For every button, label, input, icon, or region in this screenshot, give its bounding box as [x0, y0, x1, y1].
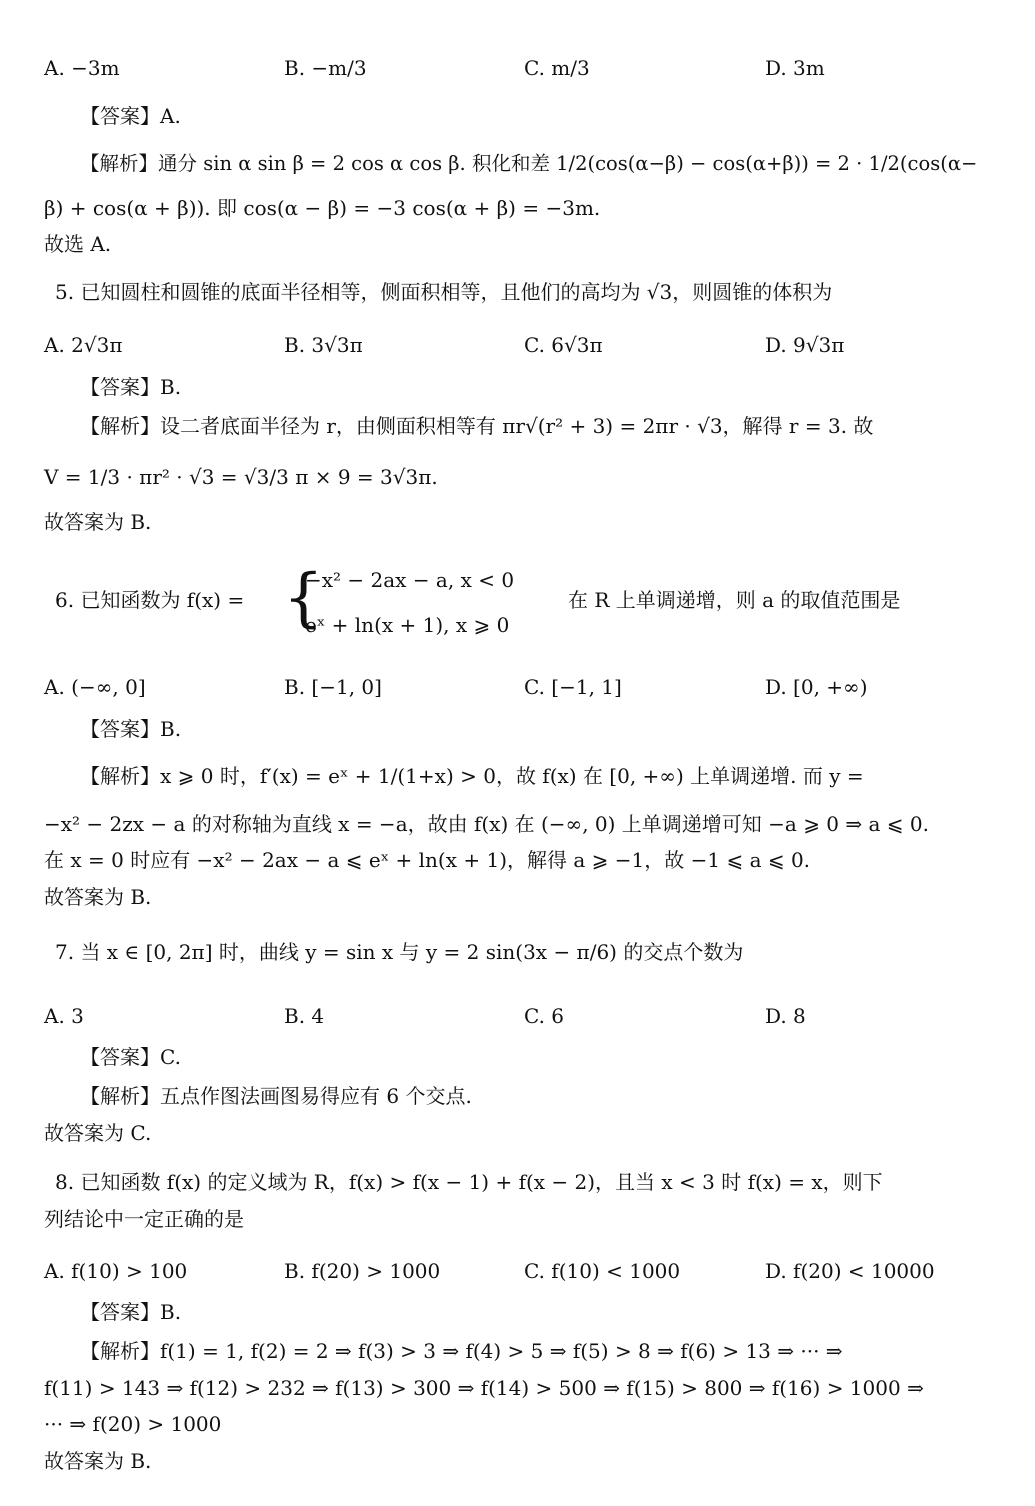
q7-option-a: A. 3	[44, 1004, 84, 1028]
q8-option-d: D. f(20) < 10000	[765, 1259, 935, 1283]
q5-stem: 5. 已知圆柱和圆锥的底面半径相等，侧面积相等，且他们的高均为 √3，则圆锥的体积为	[55, 280, 833, 304]
q8-option-c: C. f(10) < 1000	[524, 1259, 681, 1283]
q6-conclusion: 故答案为 B.	[44, 885, 152, 909]
q4-option-a: A. −3m	[44, 56, 120, 80]
q5-explanation-line1: 【解析】设二者底面半径为 r，由侧面积相等有 πr√(r² + 3) = 2πr · √3，解得 r = 3. 故	[80, 414, 874, 438]
q6-answer: 【答案】B.	[80, 717, 182, 741]
q7-answer: 【答案】C.	[80, 1045, 181, 1069]
q5-option-b: B. 3√3π	[284, 333, 363, 357]
q8-explanation-line2: f(11) > 143 ⇒ f(12) > 232 ⇒ f(13) > 300 ⇒ f(14) > 500 ⇒ f(15) > 800 ⇒ f(16) > 1000 ⇒	[44, 1376, 924, 1400]
q8-explanation-line3: ··· ⇒ f(20) > 1000	[44, 1412, 222, 1436]
q6-option-a: A. (−∞, 0]	[44, 675, 146, 699]
q6-case1: −x² − 2ax − a, x < 0	[305, 568, 515, 592]
q6-case2: eˣ + ln(x + 1), x ⩾ 0	[305, 613, 510, 637]
q6-stem-prefix: 6. 已知函数为 f(x) =	[55, 588, 245, 612]
q7-option-c: C. 6	[524, 1004, 565, 1028]
q7-stem: 7. 当 x ∈ [0, 2π] 时，曲线 y = sin x 与 y = 2 sin(3x − π/6) 的交点个数为	[55, 940, 744, 964]
q6-option-b: B. [−1, 0]	[284, 675, 382, 699]
q7-conclusion: 故答案为 C.	[44, 1121, 152, 1145]
q7-option-d: D. 8	[765, 1004, 806, 1028]
q4-explanation-line2: β) + cos(α + β)). 即 cos(α − β) = −3 cos(α + β) = −3m.	[44, 196, 601, 220]
q7-option-b: B. 4	[284, 1004, 325, 1028]
q5-option-c: C. 6√3π	[524, 333, 603, 357]
q5-answer: 【答案】B.	[80, 375, 182, 399]
q8-answer: 【答案】B.	[80, 1300, 182, 1324]
q8-explanation-line1: 【解析】f(1) = 1, f(2) = 2 ⇒ f(3) > 3 ⇒ f(4) > 5 ⇒ f(5) > 8 ⇒ f(6) > 13 ⇒ ··· ⇒	[80, 1339, 843, 1363]
q4-option-c: C. m/3	[524, 56, 590, 80]
q6-option-c: C. [−1, 1]	[524, 675, 622, 699]
q6-explanation-line3: 在 x = 0 时应有 −x² − 2ax − a ⩽ eˣ + ln(x + 1)，解得 a ⩾ −1，故 −1 ⩽ a ⩽ 0.	[44, 848, 811, 872]
q8-option-a: A. f(10) > 100	[44, 1259, 188, 1283]
q6-stem-suffix: 在 R 上单调递增，则 a 的取值范围是	[568, 588, 901, 612]
q4-explanation-line1: 【解析】通分 sin α sin β = 2 cos α cos β. 积化和差 1/2(cos(α−β) − cos(α+β)) = 2 · 1/2(cos(α−	[80, 152, 978, 175]
q6-piecewise-brace: {	[283, 561, 324, 635]
q8-stem-line2: 列结论中一定正确的是	[44, 1207, 244, 1231]
q6-option-d: D. [0, +∞)	[765, 675, 868, 699]
q5-conclusion: 故答案为 B.	[44, 510, 152, 534]
q7-explanation: 【解析】五点作图法画图易得应有 6 个交点.	[80, 1084, 472, 1108]
q6-explanation-line1: 【解析】x ⩾ 0 时，f′(x) = eˣ + 1/(1+x) > 0，故 f(x) 在 [0, +∞) 上单调递增. 而 y =	[80, 764, 864, 788]
q6-explanation-line2: −x² − 2zx − a 的对称轴为直线 x = −a，故由 f(x) 在 (−∞, 0) 上单调递增可知 −a ⩾ 0 ⇒ a ⩽ 0.	[44, 812, 929, 836]
q4-answer: 【答案】A.	[80, 104, 181, 128]
q8-stem-line1: 8. 已知函数 f(x) 的定义域为 R，f(x) > f(x − 1) + f(x − 2)，且当 x < 3 时 f(x) = x，则下	[55, 1170, 883, 1194]
q4-conclusion: 故选 A.	[44, 232, 112, 256]
q5-explanation-line2: V = 1/3 · πr² · √3 = √3/3 π × 9 = 3√3π.	[44, 465, 438, 489]
q4-option-d: D. 3m	[765, 56, 825, 80]
q8-conclusion: 故答案为 B.	[44, 1449, 152, 1473]
q8-option-b: B. f(20) > 1000	[284, 1259, 441, 1283]
q4-option-b: B. −m/3	[284, 56, 367, 80]
q5-option-d: D. 9√3π	[765, 333, 845, 357]
q5-option-a: A. 2√3π	[44, 333, 123, 357]
